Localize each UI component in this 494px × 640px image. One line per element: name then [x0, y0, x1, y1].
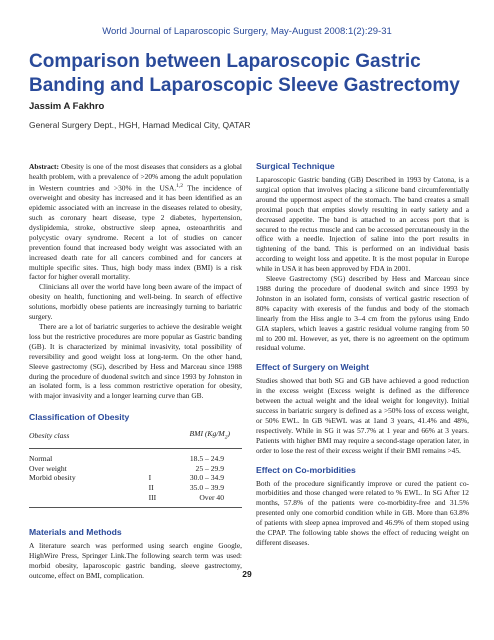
author-affiliation: General Surgery Dept., HGH, Hamad Medical City, QATAR: [29, 120, 251, 130]
classification-heading: Classification of Obesity: [29, 412, 130, 423]
table-row: III Over 40: [29, 493, 242, 507]
right-column: [256, 160, 469, 548]
surgical-paragraph-1: Laparoscopic Gastric banding (GB) Described in 1993 by Catona, is a surgical option that involves placing a silicone band circumferentially around the uppermost aspect of the stomach. The band creates a small proximal pouch that empties slowly resulting in early satiety and a decreased appetite. The band is attached to an access port that is secured to the rectus muscle and can be accessed percutaneously in the office with a needle. Injection of saline into the port results in tightening of the band. This is performed on an individual basis according to weight loss and appetite. It is the most popular in Europe while in USA it has been approved by FDA in 2001.: [256, 175, 469, 274]
comorbid-text: Both of the procedure significantly improve or cured the patient co-morbidities and those changed were related to % EWL. In SG After 12 months, 57.8% of the patients were co-morbidity-free and 31.5% presented only one comorbid condition while in GB. More than 63.8% of patients with sleep apnea improved and 46.9% of them stoped using the CPAP. The following table shows the effect of reducing weight on different diseases.: [256, 478, 469, 547]
abstract-text-a: Obesity is one of the most diseases that considers as a global health problem, with a prevalence of >20% among the adult population in Western countries and >30% in the USA.: [29, 162, 242, 193]
citation-superscript: 1,2: [176, 182, 184, 189]
table-header-row: [29, 423, 242, 448]
weight-text: Studies showed that both SG and GB have achieved a good reduction in the excess weight (Excess weight is defined as the difference between the actual weight and the ideal weight for longevity). Initial success in bariatric surgery is defined as a >50% loss of excess weight, or 50% EWL. In GB %EWL was at 1and 3 years, 41.4% and 48%, respectively. While in SG it was 57.7% at 1 year and 66% at 3 years. Patients with higher BMI may require a second-stage operation later, in order to lose the rest of their excess weight if their BMI remains >45.: [256, 376, 469, 455]
author-name: Jassim A Fakhro: [29, 101, 105, 112]
surgical-paragraph-2: Sleeve Gastrectomy (SG) described by Hess and Marceau since 1988 during the procedure of duodenal switch and since 1993 by Johnston in an isolated form, consists of vertical gastric resection of 80% capacity with exeresis of the fundus and body of the stomach linearly from the Hiss angle to 3–4 cm from the pylorus using Endo GIA staplers, which leaves a gastric residual volume ranging from 50 ml to 200 ml. However, as yet, there is no agreement on the optimum residual volume.: [256, 274, 469, 353]
page-number: 29: [242, 569, 252, 579]
journal-header: World Journal of Laparoscopic Surgery, May-August 2008:1(2):29-31: [102, 26, 392, 37]
abstract-paragraph-2: Clinicians all over the world have long been aware of the impact of obesity on health, functioning and well-being. In search of effective solutions, morbidly obese patients are increasingly turning to bariatric surgery.: [29, 282, 242, 322]
abstract-label: Abstract:: [29, 162, 59, 171]
bmi-header: BMI $(Kg/M_2)$: [175, 423, 242, 448]
abstract-text-b: The incidence of overweight and obesity has increased and it has been identified as an epidemic associated with an increase in the diseases related to obesity, such as coronary heart disease, type 2 diabetes, hypertension, dyslipidemia, stroke, obstructive sleep apnea, osteoarthritis and polycystic ovary syndrome. Recent a lot of studies on cancer prevention found that increased body weight was associated with an increased death rate for all cancers combined and for cancers at multiple specific sites. Thus, high body mass index (BMI) is a risk factor for higher overall mortality.: [29, 183, 243, 282]
table-row: Morbid obesity I 30.0 – 34.9: [29, 473, 224, 483]
materials-text: A literature search was performed using search engine Google, HighWire Press, Springer Link.The following search term was used: morbid obesity, laparoscopic gastric banding, sleeve gastrectomy, outcome, effect on BMI, complication.: [29, 541, 242, 580]
materials-heading: Materials and Methods: [29, 527, 122, 538]
table-row: II 35.0 – 39.9: [148, 483, 224, 493]
comorbid-heading: Effect on Co-morbidities: [256, 464, 356, 475]
left-column: [29, 162, 242, 581]
surgical-heading: Surgical Technique: [256, 161, 335, 171]
article-title: Comparison between Laparoscopic Gastric Banding and Laparoscopic Sleeve Gastrectomy: [29, 51, 460, 96]
abstract-paragraph-3: There are a lot of bariatric surgeries to achieve the desirable weight loss but the restrictive procedures are more popular as Gastric banding (GB). It is characterized by minimal invasivity, total possibility of reversibility and good weight loss at long-term. On the other hand, Sleeve gastrectomy (SG), described by Hess and Marceau since 1988 during the procedure of duodenal switch and since 1993 by Johnston in an isolated form, is a less common restrictive operation for obesity, with major invasivity and a longer learning curve than GB.: [29, 321, 242, 401]
weight-heading: Effect of Surgery on Weight: [256, 362, 369, 373]
table-row: Over weight 25 – 29.9: [29, 463, 224, 473]
table-row: Normal 18.5 – 24.9: [29, 453, 224, 463]
abstract-paragraph-1: [29, 162, 242, 282]
obesity-classification-table: [29, 423, 242, 508]
obesity-class-header: Obesity class: [29, 423, 175, 448]
